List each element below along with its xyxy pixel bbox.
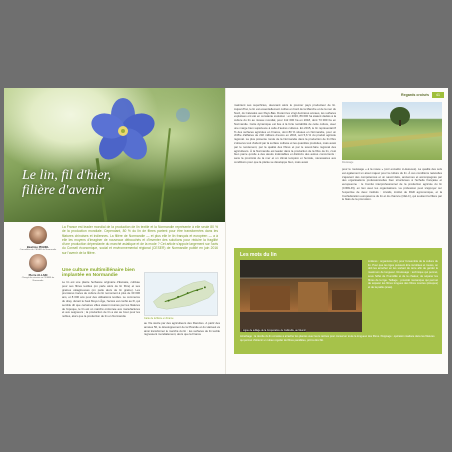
magazine-spread	[4, 88, 448, 374]
section-heading: Une culture multimillénaire bien implantée en Normandie	[62, 268, 135, 279]
author-name: Pierre ALLAIN	[28, 273, 48, 277]
author-block-1	[18, 226, 58, 252]
factory-interior	[240, 260, 362, 332]
page-number: 41	[432, 92, 444, 98]
right-page	[226, 88, 448, 374]
body-column-3: maintient ses superficies, devenant alors le premier pays producteur de lin. Aujourd'hui, le lin est essentiellement cultivé en bord de la Manche et de la mer du Nord, du Calvados aux Pays-Bas. Durant les vingt dernières années, les surfaces exploitées ont été en constante évolution : en 2016, 89 000 ha étaient dédiés à la culture du lin au niveau mondial, pour 112 000 ha en 2018, dont 73 000 ha en Normandie. Cette dynamique est liée à la forte rentabilité de cette culture, avec une marge bien supérieure à celle d'autres cultures. En 2015, le lin représentait 8 % des surfaces agricoles en France, dont 80 % situées en Normandie, pour un chiffre d'affaires de 232 millions d'euros en 2016, soit 5,6 % du produit agricole régional. La plus présente ronde de la Normandie dans la production de lin fibre s'observe tout d'abord par la surface cultivée et les quantités produites, mais aussi par le rendement, par la qualité des fibres et par le savoir-faire régional des agriculteurs. À la Normandie est leader dans la production de la fibre de lin, c'est bien parce qu'elle a des atouts indéniables et distincts des autres concurrents : sans la proximité de la mer et un climat tempéré et humide, nécessaires aux conditions pour que la plante se développe bien, mais aussi	[234, 104, 336, 164]
photo-caption: Rouissage	[342, 161, 354, 164]
author-photo	[29, 226, 47, 244]
title-line-1: Le lin, fil d'hier,	[22, 168, 111, 183]
france-map	[144, 272, 218, 316]
body-column-4: pour le rouissage « à la rosée » (voir encadré ci-dessous). La qualité des sols est également un atout majeur pour la culture du lin. À ces conditions naturelles s'ajoutent des compétences et un savoir-faire, anciennes et accompagnés par des organisations professionnelles bien structurées à l'échelle française et européenne : le Comité interprofessionnel de la production agricole du lin (CIPALIN), en lien avec les organisations. La profession peut s'appuyer sur l'expertise de deux instituts : Arvalis, institut de R&D agronomique, et la Confédération européenne du lin et du chanvre (CELC), qui soutient la filière par le biais de la promotion.	[342, 168, 442, 202]
flax-field-photo	[342, 102, 442, 160]
factory-photo	[240, 260, 362, 332]
flax-flower-photo	[4, 88, 226, 222]
glossary-title: Les mots du lin	[240, 252, 277, 258]
field-tree	[342, 102, 442, 160]
page-header	[401, 92, 444, 98]
author-role: Conseillère du CESER de Normandie	[19, 249, 57, 251]
title-line-2: filière d'avenir	[22, 183, 105, 198]
flower-bud	[176, 108, 190, 122]
author-name: Béatrice PIGNEL	[26, 245, 50, 249]
glossary-text: Linières : organisme (lin) pour l'ensemble de la culture du lin. Pour que les tiges puissent être récoltées et rouies, on doit les arracher en les sortant de terre afin de garder le maximum de longueur. Rouissage : technique qui permet, sous l'effet de l'humidité et de la chaleur, de séparer les fibres de la tige. Teillage : procédé mécanique qui permet de séparer les fibres longues des fibres courtes (étoupes) et de la paille (anas).	[368, 260, 438, 289]
left-page	[4, 88, 226, 374]
author-role: Chargé de mission au CESER de Normandie	[21, 277, 55, 282]
article-title	[22, 168, 111, 198]
article-intro: La France est leader mondial de la production de lin textile et la Normandie représente à elle seule 80 % de la production mondiale. Cependant, 80 % du lin de fibres partent pour être transformées dans les filatures chinoises et indiennes. La filière de Normandie — et plus elle le lin français et européen — a à elle les moyens d'imaginer de nouveaux débouchés et d'inventer des solutions pour réduire la fragilité d'une production dépendante du marché asiatique et de la mode ? Cet article s'appuie largement sur l'avis du Conseil économique, social et environnemental régional (CESER) de Normandie publié en juin 2016 sur l'avenir de la filière.	[62, 225, 218, 255]
body-column-2: au XIe siècle par des agriculteurs des Flandres. À partir des années 50, le développement de la Picardie et du Hainaut va ainsi transformer le marché du lin : les surfaces de lin textile régressent mondialement, alors que la France	[144, 322, 220, 337]
factory-caption: Ligne de teillage de la Coopérative de Cailleville, au Mesnil	[243, 329, 306, 332]
map-caption: Carte de la filière en France	[144, 317, 174, 320]
flower-stem-secondary	[159, 128, 171, 222]
body-column-1: Le lin est une plante herbacée originaire d'Eurasie, cultivée pour ses fibres textiles (on parle alors de lin fibre) et ses graines oléagineuses (on parle alors de lin graine). Les premières traces de culture du lin remontent à plus de 30 000 ans, et 8 000 ans pour des utilisations textiles. Le commerce du drap, durant le haut Moyen Âge, l'accès est confié au fil, qui semble dit que certaines villes étaient réunies par les filatures de l'époque, le lin est un marché ordonnée aux manufactures et aux seigneurs ; la production de lin a été au bout pour les nobles, alors que la production de lin en Normandie	[62, 281, 140, 319]
author-block-2	[18, 254, 58, 283]
flax-flower-illustration	[88, 96, 158, 166]
section-tag: Regards croisés	[401, 93, 429, 97]
glossary-box	[234, 248, 442, 354]
glossary-footnote: Arrachage : la récolte du lin consiste à arracher les plantes avec leurs racines pour conserver toute la longueur des fibres. Peignage : opération réalisée dans les filatures qui permet d'obtenir un ruban régulier de fibres parallèles, prêt à être filé.	[240, 335, 435, 342]
author-photo	[29, 254, 47, 272]
